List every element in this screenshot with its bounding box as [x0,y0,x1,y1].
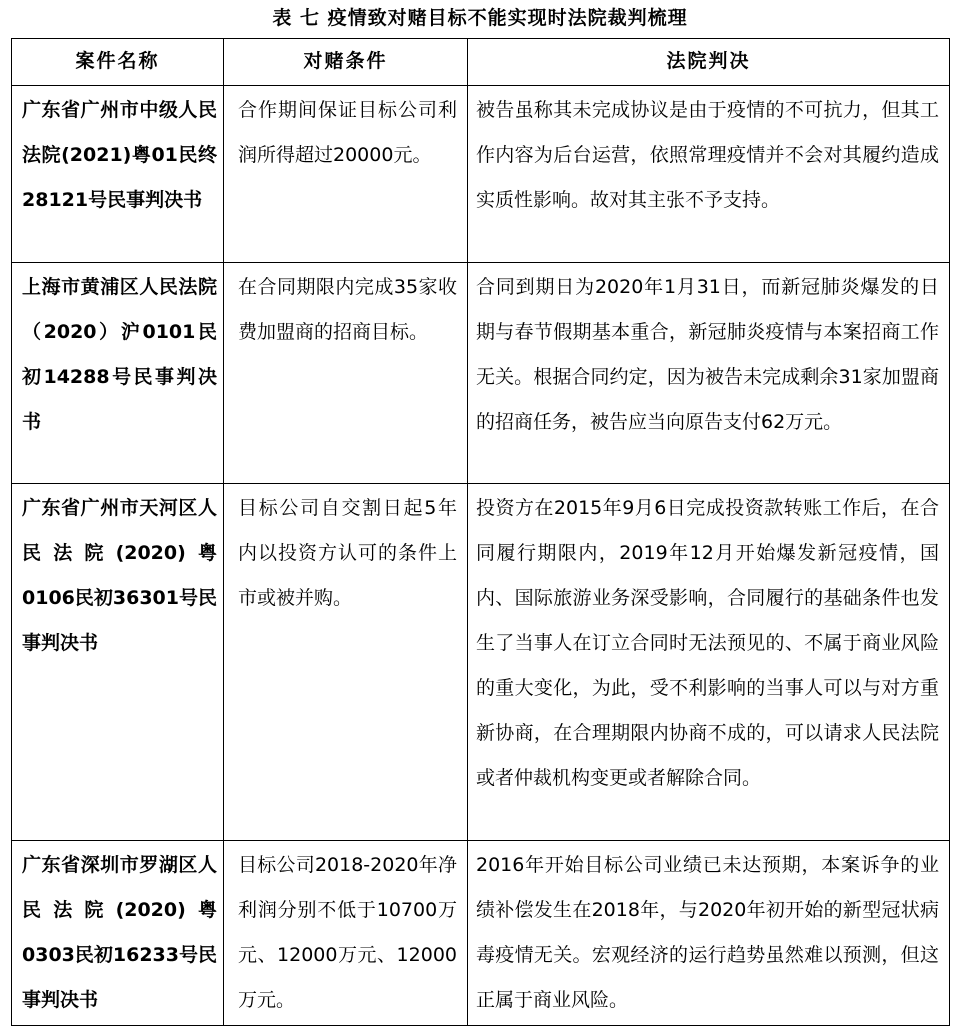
table-row [12,841,950,1026]
table-title: 表 七 疫情致对赌目标不能实现时法院裁判梳理 [272,7,688,29]
case-table [11,38,950,1026]
header-verdict: 法院判决 [468,39,950,86]
case-name-cell: 广东省深圳市罗湖区人民法院(2020)粤0303民初16233号民事判决书 [12,841,224,1026]
case-name-cell: 广东省广州市天河区人民法院(2020)粤0106民初36301号民事判决书 [12,484,224,841]
header-row [12,39,950,86]
condition-cell: 合作期间保证目标公司利润所得超过20000元。 [224,86,468,263]
verdict-cell: 2016年开始目标公司业绩已未达预期，本案诉争的业绩补偿发生在2018年，与2020年初开始的新型冠状病毒疫情无关。宏观经济的运行趋势虽然难以预测，但这正属于商业风险。 [468,841,950,1026]
table-row [12,263,950,484]
condition-cell: 在合同期限内完成35家收费加盟商的招商目标。 [224,263,468,484]
verdict-cell: 合同到期日为2020年1月31日，而新冠肺炎爆发的日期与春节假期基本重合，新冠肺炎疫情与本案招商工作无关。根据合同约定，因为被告未完成剩余31家加盟商的招商任务，被告应当向原告支付62万元。 [468,263,950,484]
case-name-cell: 广东省广州市中级人民法院(2021)粤01民终28121号民事判决书 [12,86,224,263]
condition-cell: 目标公司2018-2020年净利润分别不低于10700万元、12000万元、12000万元。 [224,841,468,1026]
case-name-cell: 上海市黄浦区人民法院（2020）沪0101民初14288号民事判决书 [12,263,224,484]
verdict-cell: 投资方在2015年9月6日完成投资款转账工作后，在合同履行期限内，2019年12月开始爆发新冠疫情，国内、国际旅游业务深受影响，合同履行的基础条件也发生了当事人在订立合同时无法预见的、不属于商业风险的重大变化，为此，受不利影响的当事人可以与对方重新协商，在合理期限内协商不成的，可以请求人民法院或者仲裁机构变更或者解除合同。 [468,484,950,841]
condition-cell: 目标公司自交割日起5年内以投资方认可的条件上市或被并购。 [224,484,468,841]
header-case-name: 案件名称 [12,39,224,86]
header-condition: 对赌条件 [224,39,468,86]
table-row [12,484,950,841]
verdict-cell: 被告虽称其未完成协议是由于疫情的不可抗力，但其工作内容为后台运营，依照常理疫情并不会对其履约造成实质性影响。故对其主张不予支持。 [468,86,950,263]
table-row [12,86,950,263]
